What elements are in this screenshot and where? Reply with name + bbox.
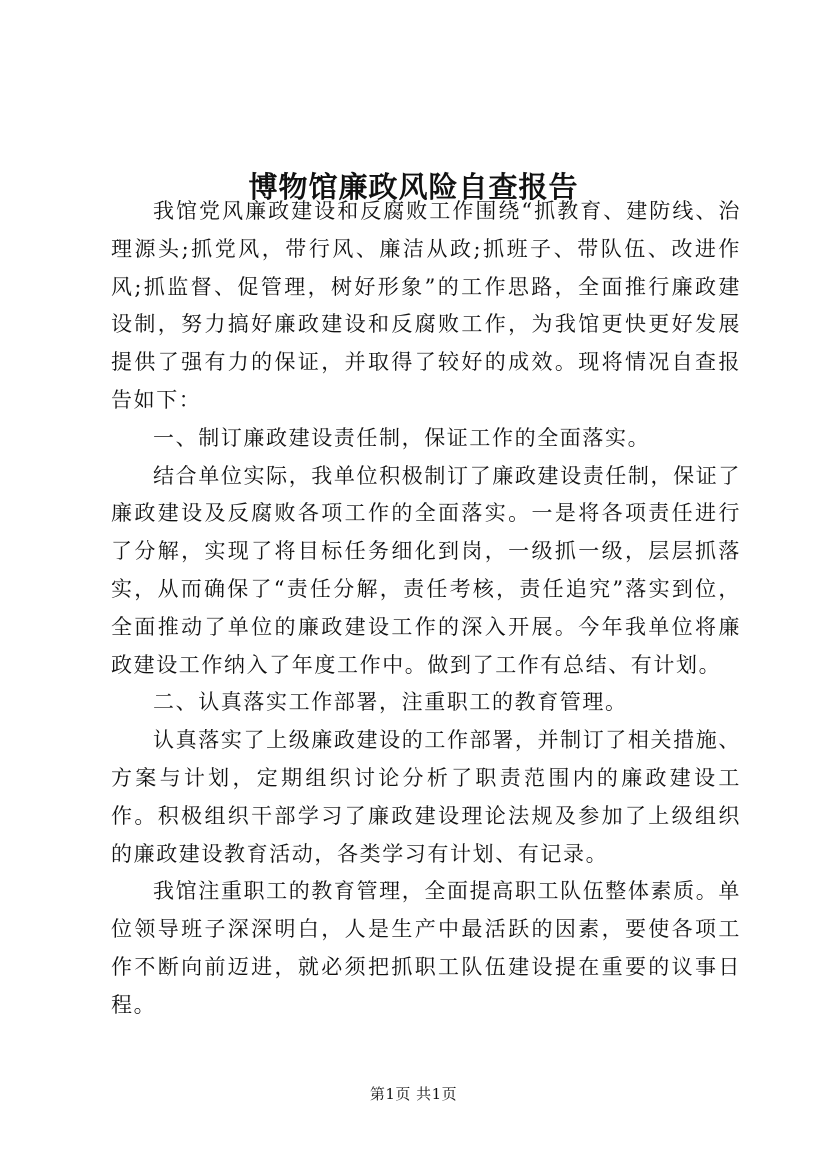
page-footer: 第1页 共1页 <box>369 1085 458 1103</box>
paragraph-intro: 我馆党风廉政建设和反腐败工作围绕“抓教育、建防线、治理源头;抓党风，带行风、廉洁从政;抓班子、带队伍、改进作风;抓监督、促管理，树好形象”的工作思路，全面推行廉政建设制，努力搞好廉政建设和反腐败工作，为我馆更快更好发展提供了强有力的保证，并取得了较好的成效。现将情况自查报告如下： <box>111 199 741 412</box>
paragraph-section-1: 结合单位实际，我单位积极制订了廉政建设责任制，保证了廉政建设及反腐败各项工作的全面落实。一是将各项责任进行了分解，实现了将目标任务细化到岗，一级抓一级，层层抓落实，从而确保了“责任分解，责任考核，责任追究”落实到位，全面推动了单位的廉政建设工作的深入开展。今年我单位将廉政建设工作纳入了年度工作中。做到了工作有总结、有计划。 <box>111 463 741 677</box>
document-title: 博物馆廉政风险自查报告 <box>248 170 579 205</box>
document-body <box>111 193 741 1025</box>
paragraph-section-2a: 认真落实了上级廉政建设的工作部署，并制订了相关措施、方案与计划，定期组织讨论分析了职责范围内的廉政建设工作。积极组织干部学习了廉政建设理论法规及参加了上级组织的廉政建设教育活动，各类学习有计划、有记录。 <box>111 728 741 866</box>
section-heading-1: 一、制订廉政建设责任制，保证工作的全面落实。 <box>153 425 651 450</box>
section-heading-2: 二、认真落实工作部署，注重职工的教育管理。 <box>153 690 628 715</box>
paragraph-section-2b: 我馆注重职工的教育管理，全面提高职工队伍整体素质。单位领导班子深深明白，人是生产中最活跃的因素，要使各项工作不断向前迈进，就必须把抓职工队伍建设提在重要的议事日程。 <box>111 879 741 1017</box>
